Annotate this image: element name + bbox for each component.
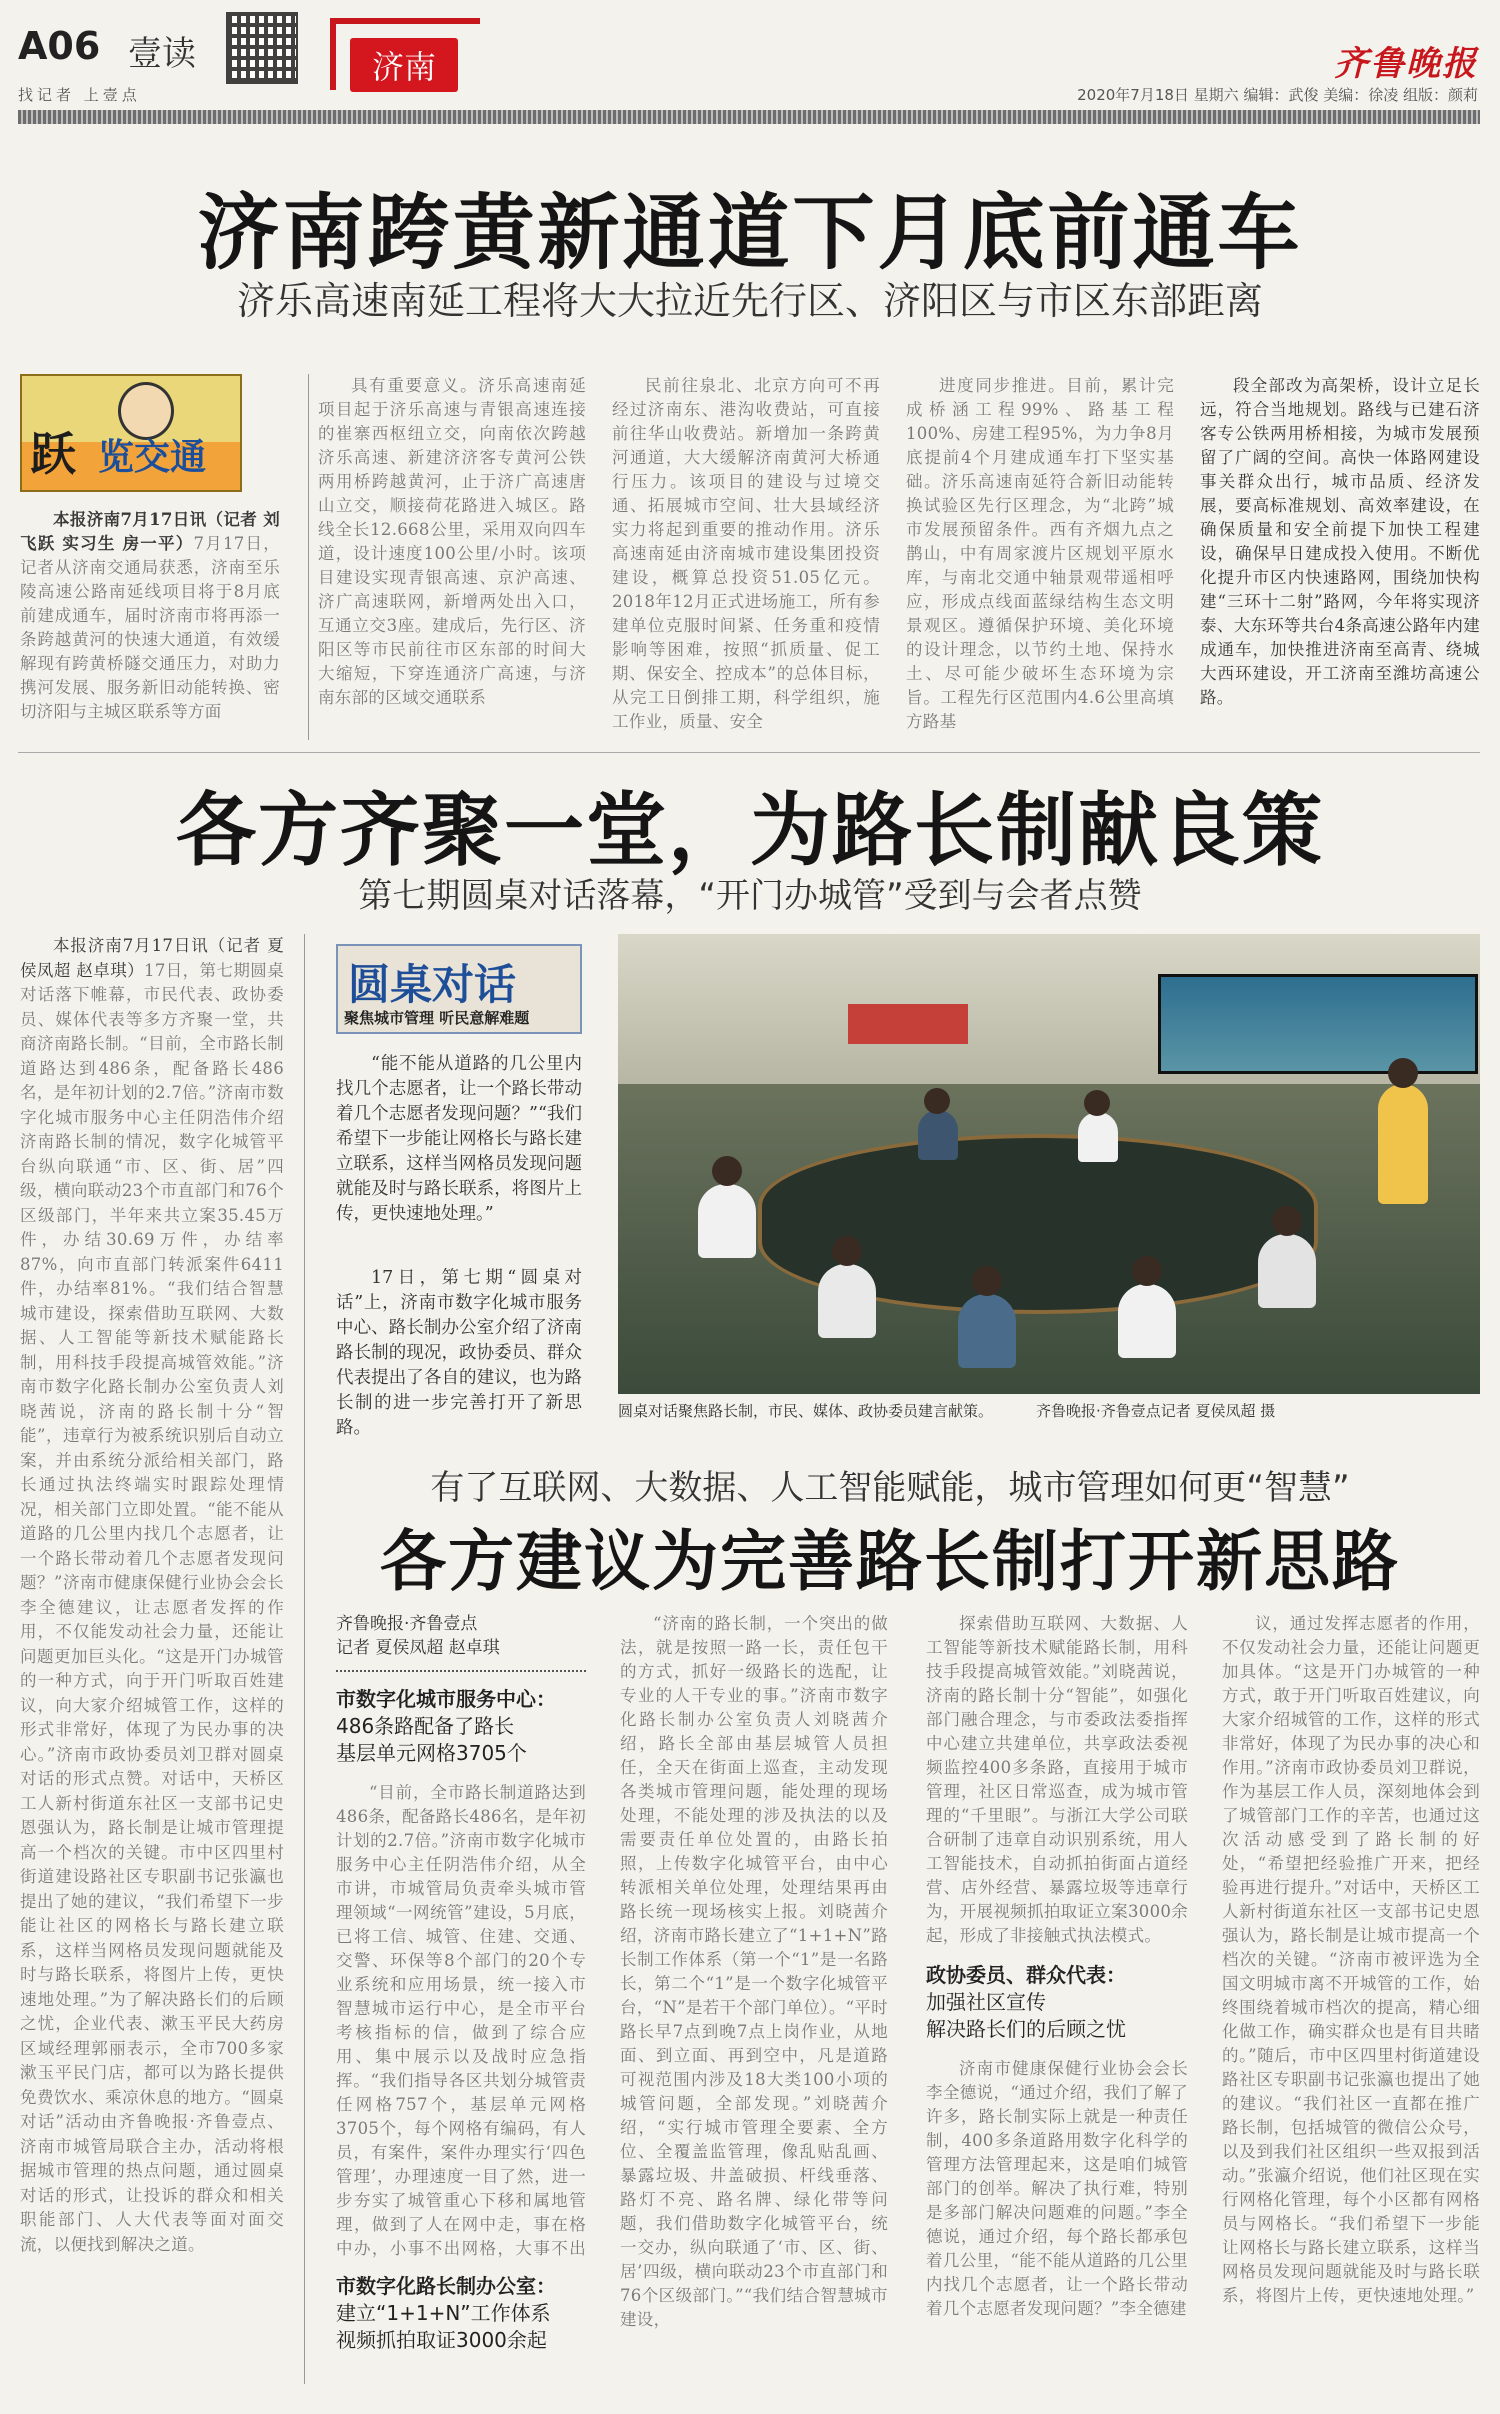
photo-banner <box>848 1004 968 1044</box>
photo-person <box>818 1264 876 1338</box>
photo-person <box>698 1184 756 1258</box>
city-tag: 济南 <box>350 38 458 92</box>
photo-person <box>1118 1284 1176 1358</box>
article3-col3 <box>926 1612 1188 2379</box>
pull-quote-2: 17日，第七期“圆桌对话”上，济南市数字化城市服务中心、路长制办公室介绍了济南路长制的现况，政协委员、群众代表提出了各自的建议，也为路长制的进一步完善打开了新思路。 <box>336 1268 582 1438</box>
headline-2: 各方齐聚一堂，为路长制献良策 <box>176 784 1324 877</box>
roundtable-photo <box>618 934 1480 1394</box>
article1-col5 <box>1200 374 1480 740</box>
subhead-2 <box>336 2273 586 2354</box>
subhead-3 <box>926 1962 1188 2043</box>
newspaper-logo: 齐鲁晚报 <box>1334 44 1478 84</box>
article3-text-2: “济南的路长制，一个突出的做法，就是按照一路一长，责任包干的方式，抓好一级路长的选配，让专业的人干专业的事。”济南市数字化路长制办公室负责人刘晓茜介绍，路长全部由基层城管人员担任，全天在街面上巡查，主动发现各类城市管理问题，能处理的现场处理，不能处理的涉及执法的以及需要责任单位处置的，由路长拍照，上传数字化城管平台，由中心转派相关单位处理，处理结果再由路长统一现场核实上报。刘晓茜介绍，济南市路长建立了“1+1+N”路长制工作体系（第一个“1”是一名路长，第二个“1”是一个数字化城管平台，“N”是若干个部门单位）。“平时路长早7点到晚7点上岗作业，从地面、到立面、再到空中，凡是道路可视范围内涉及18大类100小项的城管问题，全部发现。”刘晓茜介绍，“实行城市管理全要素、全方位、全覆盖监管理，像乱贴乱画、暴露垃圾、井盖破损、杆线垂落、路灯不亮、路名牌、绿化带等问题，我们借助数字化城管平台，统一交办，纵向联通了‘市、区、街、居’四级，横向联动23个市直部门和76个区级部门。”“我们结合智慧城市建设， <box>620 1614 888 2329</box>
photo-head <box>972 1266 1002 1296</box>
divider <box>304 934 305 2384</box>
section-name: 壹读 <box>128 34 196 74</box>
article1-text-1: 7月17日，记者从济南交通局获悉，济南至乐陵高速公路南延线项目将于8月底前建成通车，届时济南市将再添一条跨越黄河的快速大通道，有效缓解现有跨黄桥隧交通压力，对助力携河发展、服务新旧动能转换、密切济阳与主城区联系等方面 <box>20 534 280 721</box>
subhead-3a: 政协委员、群众代表： <box>926 1963 1126 1987</box>
photo-head <box>1272 1206 1302 1236</box>
subheadline-1: 济乐高速南延工程将大大拉近先行区、济阳区与市区东部距离 <box>236 279 1263 323</box>
subhead-1 <box>336 1686 586 1767</box>
article1-byline: 本报济南7月17日讯（记者 刘飞跃 实习生 房一平） <box>20 510 280 553</box>
article1-col3 <box>612 374 880 740</box>
article3-text-3b-p: 济南市健康保健行业协会会长李全德说，“通过介绍，我们了解了许多，路长制实际上就是一种责任制，400多条道路用数字化科学的管理方法管理起来，这是咱们城管部门的创举。解决了执行难，特别是多部门解决问题难的问题。”李全德说，通过介绍，每个路长都承包着几公里，“能不能从道路的几公里内找几个志愿者，让一个路长带动着几个志愿者发现问题？”李全德建 <box>926 2059 1188 2318</box>
roundtable-logo <box>336 944 582 1034</box>
photo-screen <box>1158 974 1478 1074</box>
article3-text-3a-p: 探索借助互联网、大数据、人工智能等新技术赋能路长制，用科技手段提高城管效能。”刘晓茜说，济南的路长制十分“智能”，如强化部门融合理念，与市委政法委指挥中心建立共建单位，共享政法委视频监控400多条路，直接用于城市管理，社区日常巡查，成为城市管理的“千里眼”。与浙江大学公司联合研制了违章自动识别系统，用人工智能技术，自动抓拍街面占道经营、店外经营、暴露垃圾等违章行为，开展视频抓拍取证立案3000余起，形成了非接触式执法模式。 <box>926 1614 1188 1945</box>
pull-quote-1: “能不能从道路的几公里内找几个志愿者，让一个路长带动着几个志愿者发现问题？”“我们希望下一步能让网格长与路长建立联系，这样当网格员发现问题就能及时与路长联系，将图片上传，更快速地处理。” <box>336 1054 582 1224</box>
subhead-2a: 市数字化路长制办公室： <box>336 2274 556 2298</box>
photo-head <box>1132 1256 1162 1286</box>
roundtable-logo-slogan: 聚焦城市管理 听民意解难题 <box>344 1009 530 1027</box>
subhead-1c: 基层单元网格3705个 <box>336 1741 527 1765</box>
article3-text-1 <box>336 1781 586 2261</box>
article2-col1 <box>20 934 284 2384</box>
article2-text: 17日，第七期圆桌对话落下帷幕，市民代表、政协委员、媒体代表等多方齐聚一堂，共商济南路长制。“目前，全市路长制道路达到486条，配备路长486名，是年初计划的2.7倍。”济南市数字化城市服务中心主任阴浩伟介绍济南路长制的情况，数字化城管平台纵向联通“市、区、街、居”四级，横向联动23个市直部门和76个区级部门，半年来共立案35.45万件，办结30.69万件，办结率87%，向市直部门转派案件6411件，办结率81%。“我们结合智慧城市建设，探索借助互联网、大数据、人工智能等新技术赋能路长制，用科技手段提高城管效能。”济南市数字化路长制办公室负责人刘晓茜说，济南的路长制十分“智能”，违章行为被系统识别后自动立案，并由系统分派给相关部门，路长通过执法终端实时跟踪处理情况，相关部门立即处置。“能不能从道路的几公里内找几个志愿者，让一个路长带动着几个志愿者发现问题？”济南市健康保健行业协会会长李全德建议，让志愿者发挥的作用，不仅能发动社会力量，还能让问题更加巨头化。“这是开门办城管的一种方式，向于开门听取百姓建议，向大家介绍城管工作，这样的形式非常好，体现了为民办事的决心。”济南市政协委员刘卫群对圆桌对话的形式点赞。对话中，天桥区工人新村街道东社区一支部书记史恩强认为，路长制是让城市管理提高一个档次的关键。市中区四里村街道建设路社区专职副书记张瀛也提出了她的建议，“我们希望下一步能让社区的网格长与路长建立联系，这样当网格员发现问题就能及时与路长联系，将图片上传，更快速地处理。”为了解决路长们的后顾之忧，企业代表、漱玉平民大药房区域经理郭丽表示，全市700多家漱玉平民门店，都可以为路长提供免费饮水、乘凉休息的地方。“圆桌对话”活动由齐鲁晚报·齐鲁壹点、济南市城管局联合主办，活动将根据城市管理的热点问题，通过圆桌对话的形式，让投诉的群众和相关职能部门、人大代表等面对面交流，以便找到解决之道。 <box>20 960 284 2254</box>
headline-1: 济南跨黄新通道下月底前通车 <box>197 186 1303 281</box>
article3-text-3b <box>926 2057 1188 2379</box>
article1-col4 <box>906 374 1174 740</box>
article1-col1 <box>20 508 280 740</box>
masthead-rule <box>18 110 1480 124</box>
subhead-1b: 486条路配备了路长 <box>336 1714 515 1738</box>
dotted-rule <box>336 1670 586 1672</box>
article3-text-1-p: “目前，全市路长制道路达到486条，配备路长486名，是年初计划的2.7倍。”济南市数字化城市服务中心主任阴浩伟介绍，从全市讲，市城管局负责牵头城市管理领域“一网统管”建设，5月底，已将工信、城管、住建、交通、交警、环保等8个部门的20个专业系统和应用场景，统一接入市智慧城市运行中心，是全市平台考核指标的信，做到了综合应用、集中展示以及战时应急指挥。“我们指导各区共划分城管责任网格757个，基层单元网格3705个，每个网格有编码，有人员，有案件，案件办理实行‘四色管理’，办理速度一目了然，进一步夯实了城管重心下移和属地管理，做到了人在网中走，事在格中办，小事不出网格，大事不出 <box>336 1783 586 2258</box>
page-number: A06 <box>18 24 101 68</box>
article3-byline-1: 齐鲁晚报·齐鲁壹点 <box>336 1614 478 1634</box>
pull-quote <box>336 1052 582 1441</box>
subhead-1a: 市数字化城市服务中心： <box>336 1687 556 1711</box>
subhead-3c: 解决路长们的后顾之忧 <box>926 2017 1126 2041</box>
photo-head <box>1084 1090 1110 1116</box>
photo-head <box>832 1236 862 1266</box>
subhead-2c: 视频抓拍取证3000余起 <box>336 2328 547 2352</box>
article3-byline-2: 记者 夏侯凤超 赵卓琪 <box>336 1638 500 1658</box>
logo-text-2: 览交通 <box>98 437 207 478</box>
article3-col4 <box>1222 1612 1480 2384</box>
qr-code-icon <box>226 12 298 84</box>
subheadline-2: 第七期圆桌对话落幕，“开门办城管”受到与会者点赞 <box>358 876 1142 916</box>
article2-byline: 本报济南7月17日讯（记者 夏侯凤超 赵卓琪） <box>20 936 284 980</box>
article1-text-2: 具有重要意义。济乐高速南延项目起于济乐高速与青银高速连接的崔寨西枢纽立交，向南依次跨越济乐高速、新建济济客专黄河公铁两用桥跨越黄河，止于济广高速唐山立交，顺接荷花路进入城区。路线全长12.668公里，采用双向四车道，设计速度100公里/小时。该项目建设实现青银高速、京沪高速、济广高速联网，新增两处出入口，互通立交3座。建成后，先行区、济阳区等市民前往市区东部的时间大大缩短，下穿连通济广高速，与济南东部的区域交通联系 <box>318 376 586 707</box>
subhead-3b: 加强社区宣传 <box>926 1990 1046 2014</box>
photo-head <box>1388 1058 1418 1088</box>
photo-credit: 齐鲁晚报·齐鲁壹点记者 夏侯凤超 摄 <box>1036 1402 1276 1420</box>
roundtable-logo-text: 圆桌对话 <box>348 960 517 1009</box>
photo-person <box>1378 1084 1428 1204</box>
traffic-column-logo <box>20 374 242 492</box>
article1-col2 <box>318 374 586 740</box>
article3-text-4: 议，通过发挥志愿者的作用，不仅发动社会力量，还能让问题更加具体。“这是开门办城管的一种方式，敢于开门听取百姓建议，向大家介绍城管的工作，这样的形式非常好，体现了为民办事的决心和作用。”济南市政协委员刘卫群说，作为基层工作人员，深刻地体会到了城管部门工作的辛苦，也通过这次活动感受到了路长制的好处，“希望把经验推广开来，把经验再进行提升。”对话中，天桥区工人新村街道东社区一支部书记史恩强认为，路长制是让城市提高一个档次的关键。“济南市被评选为全国文明城市离不开城管的工作，始终围绕着城市档次的提高，精心细化做工作，确实群众也是有目共睹的。”随后，市中区四里村街道建设路社区专职副书记张瀛也提出了她的建议。“我们社区一直都在推广路长制，包括城管的微信公众号，以及到我们社区组织一些双报到活动。”张瀛介绍说，他们社区现在实行网格化管理，每个小区都有网格员与网格长。“我们希望下一步能让网格长与路长建立联系，这样当网格员发现问题就能及时与路长联系，将图片上传，更快速地处理。” <box>1222 1614 1480 2305</box>
logo-text-1: 跃 <box>30 427 76 481</box>
subhead-2b: 建立“1+1+N”工作体系 <box>336 2301 551 2325</box>
slogan: 找记者 上壹点 <box>18 86 141 104</box>
photo-caption: 圆桌对话聚焦路长制，市民、媒体、政协委员建言献策。 <box>618 1402 994 1420</box>
rule <box>18 752 1480 753</box>
article1-text-5: 段全部改为高架桥，设计立足长远，符合当地规划。路线与已建石济客专公铁两用桥相接，为城市发展预留了广阔的空间。高快一体路网建设事关群众出行，城市品质、经济发展，要高标准规划、高效率建设，在确保质量和安全前提下加快工程建设，确保早日建成投入使用。不断优化提升市区内快速路网，围绕加快构建“三环十二射”路网，今年将实现济泰、大东环等共台4条高速公路年内建成通车，加快推进济南至高青、绕城大西环建设，开工济南至潍坊高速公路。 <box>1200 376 1480 707</box>
dateline: 2020年7月18日 星期六 编辑：武俊 美编：徐凌 组版：颜莉 <box>1077 86 1478 104</box>
article3-text-3a <box>926 1612 1188 1948</box>
headline-3: 各方建议为完善路长制打开新思路 <box>380 1523 1400 1600</box>
photo-head <box>924 1088 950 1114</box>
photo-person <box>918 1110 958 1160</box>
article3-col1 <box>336 1612 586 2354</box>
photo-head <box>712 1156 742 1186</box>
photo-person <box>958 1294 1016 1368</box>
kicker-3: 有了互联网、大数据、人工智能赋能，城市管理如何更“智慧” <box>430 1468 1350 1508</box>
article3-col2 <box>620 1612 888 2384</box>
photo-person <box>1258 1234 1316 1308</box>
article1-text-3: 民前往泉北、北京方向可不再经过济南东、港沟收费站，可直接前往华山收费站。新增加一条跨黄河通道，大大缓解济南黄河大桥通行压力。该项目的建设与过境交通、拓展城市空间、壮大县域经济实力将起到重要的推动作用。济乐高速南延由济南城市建设集团投资建设，概算总投资51.05亿元。2018年12月正式进场施工，所有参建单位克服时间紧、任务重和疫情影响等困难，按照“抓质量、促工期、保安全、控成本”的总体目标，从完工日倒排工期，科学组织，施工作业，质量、安全 <box>612 376 880 731</box>
divider <box>308 374 309 740</box>
photo-person <box>1078 1112 1118 1162</box>
article1-text-4: 进度同步推进。目前，累计完成桥涵工程99%、路基工程100%、房建工程95%，为力争8月底提前4个月建成通车打下坚实基础。济乐高速南延符合新旧动能转换试验区先行区理念，为“北跨”城市发展预留条件。西有齐烟九点之鹊山，中有周家渡片区规划平原水库，与南北交通中轴景观带遥相呼应，形成点线面蓝绿结构生态文明景观区。遵循保护环境、美化环境的设计理念，以节约土地、保持水土、尽可能少破坏生态环境为宗旨。工程先行区范围内4.6公里高填方路基 <box>906 376 1174 731</box>
